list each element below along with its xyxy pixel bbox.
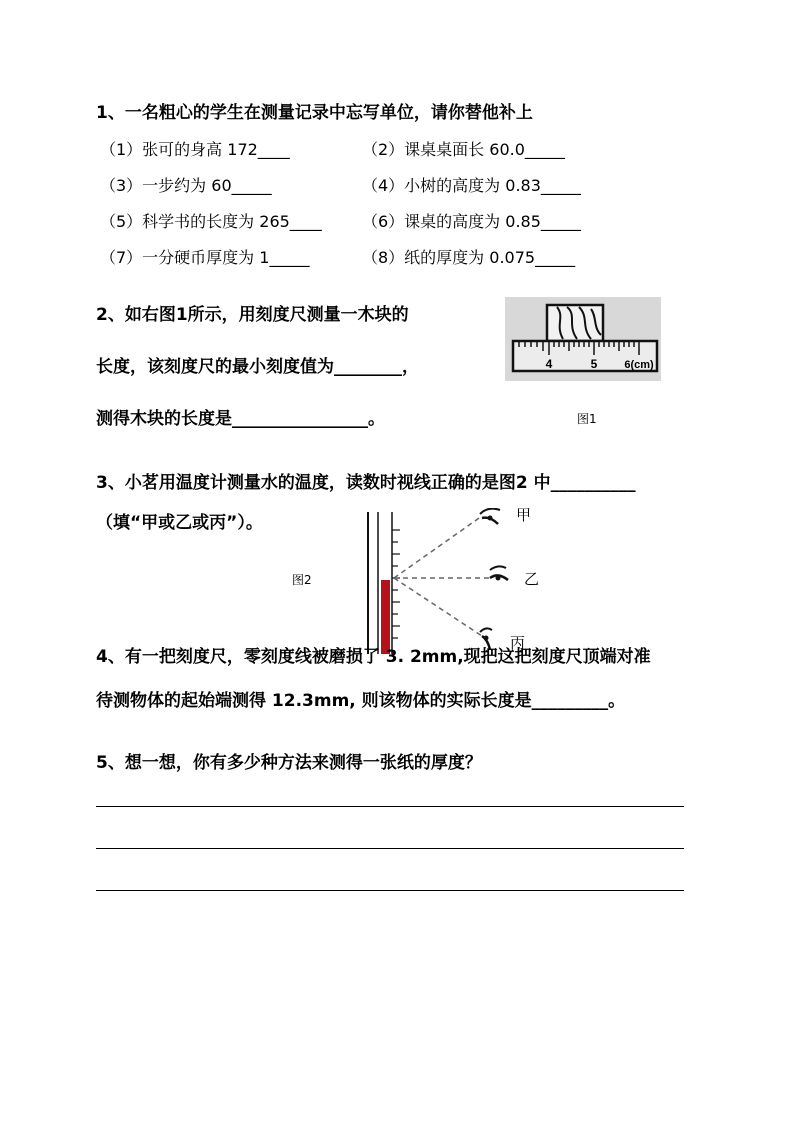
thermometer-diagram: [360, 508, 550, 656]
q2-line-3: 测得木块的长度是________________。: [96, 409, 385, 429]
label-jia: 甲: [516, 508, 532, 524]
q1-item-4: （4）小树的高度为 0.83_____: [362, 176, 581, 195]
ruler-diagram: [505, 297, 661, 381]
q5-title: 5、想一想，你有多少种方法来测得一张纸的厚度？: [96, 753, 482, 773]
q1-item-6: （6）课桌的高度为 0.85_____: [362, 212, 581, 231]
q1-item-1: （1）张可的身高 172____: [100, 140, 290, 159]
q1-item-5: （5）科学书的长度为 265____: [100, 212, 322, 231]
ruler-label-6cm: 6(cm): [624, 359, 654, 371]
ruler-label-4: 4: [545, 357, 553, 371]
eye-jia-icon: [480, 509, 500, 524]
q3-line-1: 3、小茗用温度计测量水的温度，读数时视线正确的是图2 中__________: [96, 473, 636, 493]
sight-lines: [394, 516, 490, 636]
answer-line-1[interactable]: [96, 806, 684, 807]
wooden-block: [547, 305, 603, 341]
q1-title: 1、一名粗心的学生在测量记录中忘写单位，请你替他补上: [96, 103, 533, 123]
q3-line-2: （填“甲或乙或丙”）。: [96, 513, 263, 533]
q2-line-2: 长度，该刻度尺的最小刻度值为________，: [96, 357, 419, 377]
figure-2-caption: 图2: [292, 573, 312, 587]
eye-yi-icon: [490, 566, 508, 580]
q4-line-1: 4、有一把刻度尺，零刻度线被磨损了 3. 2mm,现把这把刻度尺顶端对准: [96, 647, 651, 667]
q1-item-8: （8）纸的厚度为 0.075_____: [362, 248, 576, 267]
figure-1-caption: 图1: [577, 412, 597, 426]
answer-line-2[interactable]: [96, 848, 684, 849]
figure-1-ruler-image: [505, 297, 661, 381]
q4-line-2: 待测物体的起始端测得 12.3mm, 则该物体的实际长度是_________。: [96, 691, 626, 711]
label-yi: 乙: [524, 570, 540, 588]
label-bing: 丙: [510, 634, 526, 652]
q1-item-3: （3）一步约为 60_____: [100, 176, 272, 195]
figure-2-thermometer-image: [360, 508, 550, 656]
q2-line-1: 2、如右图1所示，用刻度尺测量一木块的: [96, 305, 409, 325]
answer-line-3[interactable]: [96, 890, 684, 891]
q1-item-7: （7）一分硬币厚度为 1_____: [100, 248, 310, 267]
ruler-label-5: 5: [590, 357, 598, 371]
thermometer: [368, 512, 400, 654]
q1-item-2: （2）课桌桌面长 60.0_____: [362, 140, 565, 159]
